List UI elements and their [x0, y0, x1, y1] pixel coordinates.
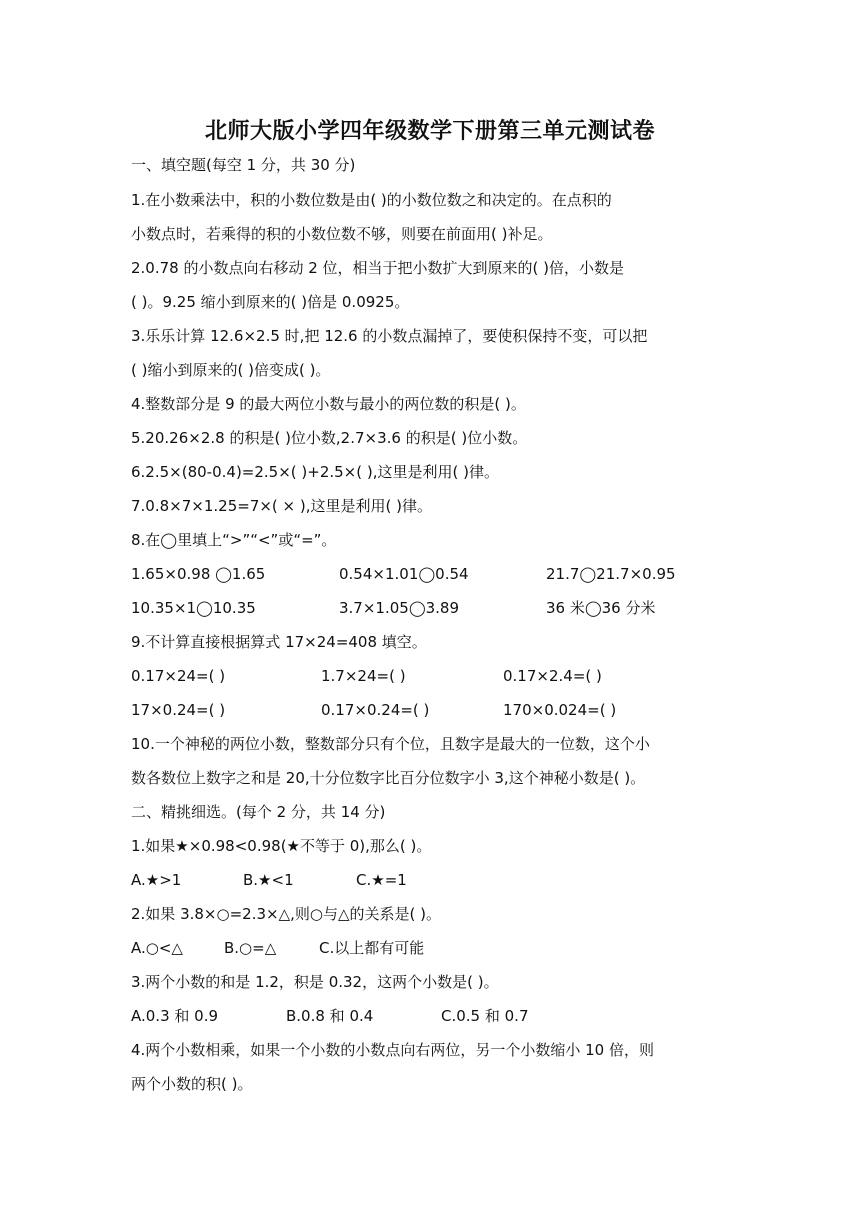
question-8: 8.在◯里填上“>”“<”或“=”。 — [131, 531, 337, 549]
compare-item: 0.54×1.01◯0.54 — [339, 565, 469, 583]
question-10-line-1: 10.一个神秘的两位小数，整数部分只有个位，且数字是最大的一位数，这个小 — [131, 735, 650, 753]
option-c: C.0.5 和 0.7 — [441, 1007, 529, 1025]
question-3-line-2: ( )缩小到原来的( )倍变成( )。 — [131, 361, 331, 379]
fill-item: 170×0.024=( ) — [503, 701, 617, 719]
question-1-line-1: 1.在小数乘法中，积的小数位数是由( )的小数位数之和决定的。在点积的 — [131, 191, 612, 209]
fill-item: 0.17×2.4=( ) — [503, 667, 602, 685]
option-a: A.○<△ — [131, 939, 183, 957]
compare-item: 21.7◯21.7×0.95 — [546, 565, 676, 583]
question-6: 6.2.5×(80-0.4)=2.5×( )+2.5×( ),这里是利用( )律。 — [131, 463, 499, 481]
option-a: A.★>1 — [131, 871, 182, 889]
fill-item: 1.7×24=( ) — [321, 667, 406, 685]
question-2-line-1: 2.0.78 的小数点向右移动 2 位，相当于把小数扩大到原来的( )倍，小数是 — [131, 259, 625, 277]
fill-item: 17×0.24=( ) — [131, 701, 226, 719]
question-7: 7.0.8×7×1.25=7×( × ),这里是利用( )律。 — [131, 497, 432, 515]
fill-item: 0.17×24=( ) — [131, 667, 226, 685]
question-2-line-2: ( )。9.25 缩小到原来的( )倍是 0.0925。 — [131, 293, 410, 311]
section1-heading: 一、填空题(每空 1 分，共 30 分) — [131, 156, 356, 174]
compare-item: 36 米◯36 分米 — [546, 599, 656, 617]
question-3-line-1: 3.乐乐计算 12.6×2.5 时,把 12.6 的小数点漏掉了，要使积保持不变，可以把 — [131, 327, 648, 345]
section2-heading: 二、精挑细选。(每个 2 分，共 14 分) — [131, 803, 386, 821]
choice-question-1: 1.如果★×0.98<0.98(★不等于 0),那么( )。 — [131, 837, 432, 855]
option-a: A.0.3 和 0.9 — [131, 1007, 219, 1025]
question-1-line-2: 小数点时，若乘得的积的小数位数不够，则要在前面用( )补足。 — [131, 225, 553, 243]
choice-question-3: 3.两个小数的和是 1.2，积是 0.32，这两个小数是( )。 — [131, 973, 499, 991]
choice-question-4-line-1: 4.两个小数相乘，如果一个小数的小数点向右两位，另一个小数缩小 10 倍，则 — [131, 1041, 654, 1059]
compare-item: 10.35×1◯10.35 — [131, 599, 256, 617]
option-b: B.○=△ — [224, 939, 277, 957]
question-4: 4.整数部分是 9 的最大两位小数与最小的两位数的积是( )。 — [131, 395, 526, 413]
question-9: 9.不计算直接根据算式 17×24=408 填空。 — [131, 633, 427, 651]
fill-item: 0.17×0.24=( ) — [321, 701, 430, 719]
compare-item: 1.65×0.98 ◯1.65 — [131, 565, 266, 583]
compare-item: 3.7×1.05◯3.89 — [339, 599, 460, 617]
option-b: B.★<1 — [243, 871, 294, 889]
choice-question-4-line-2: 两个小数的积( )。 — [131, 1075, 253, 1093]
option-c: C.以上都有可能 — [319, 939, 425, 957]
option-b: B.0.8 和 0.4 — [286, 1007, 374, 1025]
page-title: 北师大版小学四年级数学下册第三单元测试卷 — [204, 119, 655, 144]
question-5: 5.20.26×2.8 的积是( )位小数,2.7×3.6 的积是( )位小数。 — [131, 429, 528, 447]
choice-question-2: 2.如果 3.8×○=2.3×△,则○与△的关系是( )。 — [131, 905, 441, 923]
option-c: C.★=1 — [356, 871, 407, 889]
question-10-line-2: 数各数位上数字之和是 20,十分位数字比百分位数字小 3,这个神秘小数是( )。 — [131, 769, 646, 787]
